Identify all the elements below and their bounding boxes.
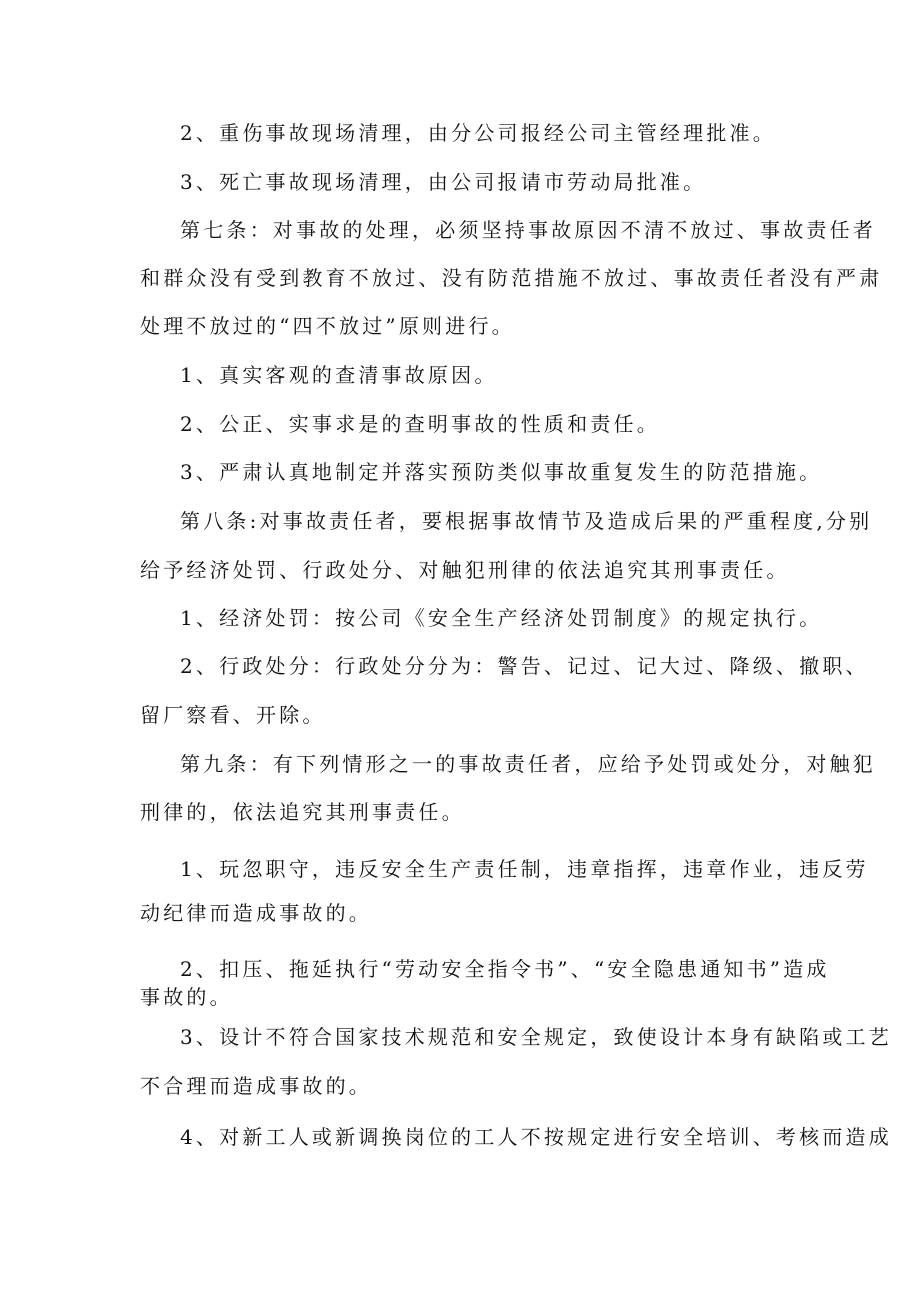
text-line: 不合理而造成事故的。 (140, 1074, 372, 1098)
text-line: 4、对新工人或新调换岗位的工人不按规定进行安全培训、考核而造成 (180, 1125, 892, 1149)
text-line: 1、玩忽职守，违反安全生产责任制，违章指挥，违章作业，违反劳 (180, 857, 869, 881)
text-line: 2、扣压、拖延执行“劳动安全指令书”、“安全隐患通知书”造成 (180, 957, 830, 981)
text-line: 刑律的，依法追究其刑事责任。 (140, 800, 465, 824)
text-line: 事故的。 (140, 985, 233, 1009)
text-line: 2、重伤事故现场清理，由分公司报经公司主管经理批准。 (180, 121, 776, 145)
text-line: 1、真实客观的查清事故原因。 (180, 363, 498, 387)
text-line: 2、公正、实事求是的查明事故的性质和责任。 (180, 412, 660, 436)
text-line: 第七条：对事故的处理，必须坚持事故原因不清不放过、事故责任者 (180, 218, 876, 242)
text-line: 3、严肃认真地制定并落实预防类似事故重复发生的防范措施。 (180, 460, 823, 484)
text-line: 和群众没有受到教育不放过、没有防范措施不放过、事故责任者没有严肃 (140, 266, 883, 290)
text-line: 处理不放过的“四不放过”原则进行。 (140, 314, 515, 338)
text-line: 第八条:对事故责任者，要根据事故情节及造成后果的严重程度,分别 (180, 509, 873, 533)
text-line: 3、设计不符合国家技术规范和安全规定，致使设计本身有缺陷或工艺 (180, 1025, 892, 1049)
text-line: 第九条：有下列情形之一的事故责任者，应给予处罚或处分，对触犯 (180, 752, 876, 776)
text-line: 1、经济处罚：按公司《安全生产经济处罚制度》的规定执行。 (180, 606, 823, 630)
text-line: 3、死亡事故现场清理，由公司报请市劳动局批准。 (180, 170, 707, 194)
text-line: 给予经济处罚、行政处分、对触犯刑律的依法追究其刑事责任。 (140, 558, 790, 582)
text-line: 动纪律而造成事故的。 (140, 901, 372, 925)
text-line: 2、行政处分：行政处分分为：警告、记过、记大过、降级、撤职、 (180, 654, 869, 678)
text-line: 留厂察看、开除。 (140, 703, 326, 727)
